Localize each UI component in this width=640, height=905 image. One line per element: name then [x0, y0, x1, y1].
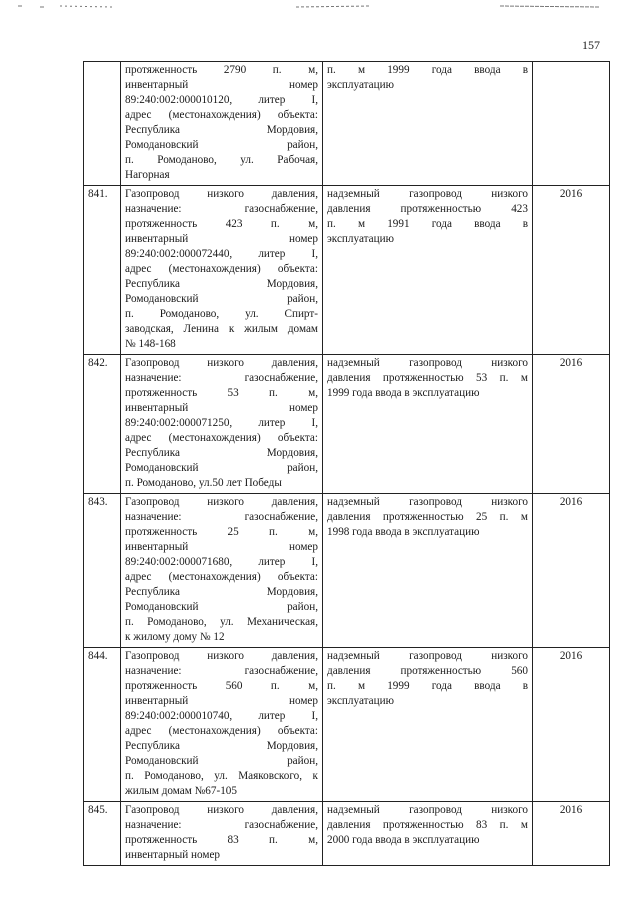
object-characteristics-line: надземный газопровод низкого [327, 357, 528, 369]
row-year: 2016 [533, 494, 610, 648]
object-characteristics [323, 648, 533, 802]
object-description-line: протяженность 83 п. м, [125, 834, 318, 846]
object-characteristics-line: надземный газопровод низкого [327, 496, 528, 508]
row-year [533, 62, 610, 186]
object-description-line: назначение: газоснабжение, [125, 819, 318, 831]
object-characteristics-line: надземный газопровод низкого [327, 650, 528, 662]
object-description-line: Республика Мордовия, [125, 586, 318, 598]
object-description-line: п. Ромоданово, ул. Маяковского, к [125, 770, 318, 782]
table-row [84, 186, 610, 355]
object-description-line: протяженность 53 п. м, [125, 387, 318, 399]
object-description-line: протяженность 2790 п. м, [125, 64, 318, 76]
row-year: 2016 [533, 355, 610, 494]
object-description-line: 89:240:002:000010740, литер I, [125, 710, 318, 722]
object-description-line: Республика Мордовия, [125, 124, 318, 136]
object-characteristics-line: эксплуатацию [327, 233, 394, 245]
table-row [84, 355, 610, 494]
object-description-line: Ромодановский район, [125, 293, 318, 305]
object-description-line: адрес (местонахождения) объекта: [125, 109, 318, 121]
object-description-line: к жилому дому № 12 [125, 631, 225, 643]
row-year: 2016 [533, 648, 610, 802]
object-characteristics-line: эксплуатацию [327, 695, 394, 707]
table-row [84, 648, 610, 802]
object-description-line: № 148-168 [125, 338, 176, 350]
object-description-line: адрес (местонахождения) объекта: [125, 432, 318, 444]
row-number [84, 62, 121, 186]
object-description-line: п. Ромоданово, ул.50 лет Победы [125, 477, 282, 489]
object-characteristics-line: п. м 1991 года ввода в [327, 218, 528, 230]
object-description-line: Газопровод низкого давления, [125, 804, 318, 816]
object-description-line: адрес (местонахождения) объекта: [125, 263, 318, 275]
object-description-line: Газопровод низкого давления, [125, 650, 318, 662]
object-description-line: протяженность 423 п. м, [125, 218, 318, 230]
object-description-line: Ромодановский район, [125, 462, 318, 474]
row-year: 2016 [533, 186, 610, 355]
object-description-line: инвентарный номер [125, 233, 318, 245]
object-characteristics-line: эксплуатацию [327, 79, 394, 91]
object-characteristics-line: давления протяженностью 83 п. м [327, 819, 528, 831]
object-description-line: 89:240:002:000071250, литер I, [125, 417, 318, 429]
object-description-line: Газопровод низкого давления, [125, 357, 318, 369]
object-characteristics-line: надземный газопровод низкого [327, 188, 528, 200]
object-description-line: Ромодановский район, [125, 755, 318, 767]
object-description-line: инвентарный номер [125, 402, 318, 414]
object-description-line: 89:240:002:000072440, литер I, [125, 248, 318, 260]
object-description-line: назначение: газоснабжение, [125, 372, 318, 384]
object-characteristics-line: давления протяженностью 53 п. м [327, 372, 528, 384]
object-characteristics-line: п. м 1999 года ввода в [327, 64, 528, 76]
object-description [121, 648, 323, 802]
object-characteristics-line: п. м 1999 года ввода в [327, 680, 528, 692]
object-characteristics-line: давления протяженностью 560 [327, 665, 528, 677]
object-characteristics-line: давления протяженностью 423 [327, 203, 528, 215]
object-description-line: п. Ромоданово, ул. Рабочая, [125, 154, 318, 166]
object-description [121, 355, 323, 494]
table-row [84, 494, 610, 648]
object-description-line: назначение: газоснабжение, [125, 203, 318, 215]
object-description-line: адрес (местонахождения) объекта: [125, 725, 318, 737]
object-characteristics [323, 494, 533, 648]
object-description-line: протяженность 25 п. м, [125, 526, 318, 538]
page-number: 157 [582, 38, 600, 52]
row-year: 2016 [533, 802, 610, 866]
object-description-line: Республика Мордовия, [125, 278, 318, 290]
object-characteristics-line: 2000 года ввода в эксплуатацию [327, 834, 480, 846]
object-description-line: Газопровод низкого давления, [125, 496, 318, 508]
object-description-line: Ромодановский район, [125, 601, 318, 613]
scan-artifact-header [0, 0, 640, 14]
object-description-line: Газопровод низкого давления, [125, 188, 318, 200]
object-description-line: п. Ромоданово, ул. Механическая, [125, 616, 318, 628]
object-characteristics [323, 186, 533, 355]
object-characteristics-line: надземный газопровод низкого [327, 804, 528, 816]
object-description-line: адрес (местонахождения) объекта: [125, 571, 318, 583]
object-description-line: инвентарный номер [125, 541, 318, 553]
property-registry-table [83, 61, 610, 866]
object-description-line: 89:240:002:000071680, литер I, [125, 556, 318, 568]
row-number: 843. [84, 494, 121, 648]
object-description-line: назначение: газоснабжение, [125, 511, 318, 523]
object-description-line: инвентарный номер [125, 79, 318, 91]
object-description-line: п. Ромоданово, ул. Спирт- [125, 308, 318, 320]
object-description-line: протяженность 560 п. м, [125, 680, 318, 692]
object-description-line: Нагорная [125, 169, 170, 181]
object-description [121, 186, 323, 355]
row-number: 844. [84, 648, 121, 802]
object-description [121, 62, 323, 186]
object-description-line: инвентарный номер [125, 695, 318, 707]
object-description-line: Ромодановский район, [125, 139, 318, 151]
object-description [121, 494, 323, 648]
object-characteristics [323, 802, 533, 866]
object-characteristics [323, 355, 533, 494]
object-characteristics-line: 1998 года ввода в эксплуатацию [327, 526, 480, 538]
object-characteristics [323, 62, 533, 186]
object-description [121, 802, 323, 866]
object-description-line: жилым домам №67-105 [125, 785, 237, 797]
row-number: 842. [84, 355, 121, 494]
object-description-line: назначение: газоснабжение, [125, 665, 318, 677]
row-number: 841. [84, 186, 121, 355]
object-characteristics-line: 1999 года ввода в эксплуатацию [327, 387, 480, 399]
table-row [84, 802, 610, 866]
object-description-line: заводская, Ленина к жилым домам [125, 323, 318, 335]
object-description-line: Республика Мордовия, [125, 447, 318, 459]
row-number: 845. [84, 802, 121, 866]
object-description-line: Республика Мордовия, [125, 740, 318, 752]
object-description-line: 89:240:002:000010120, литер I, [125, 94, 318, 106]
table-row [84, 62, 610, 186]
object-characteristics-line: давления протяженностью 25 п. м [327, 511, 528, 523]
object-description-line: инвентарный номер [125, 849, 221, 861]
